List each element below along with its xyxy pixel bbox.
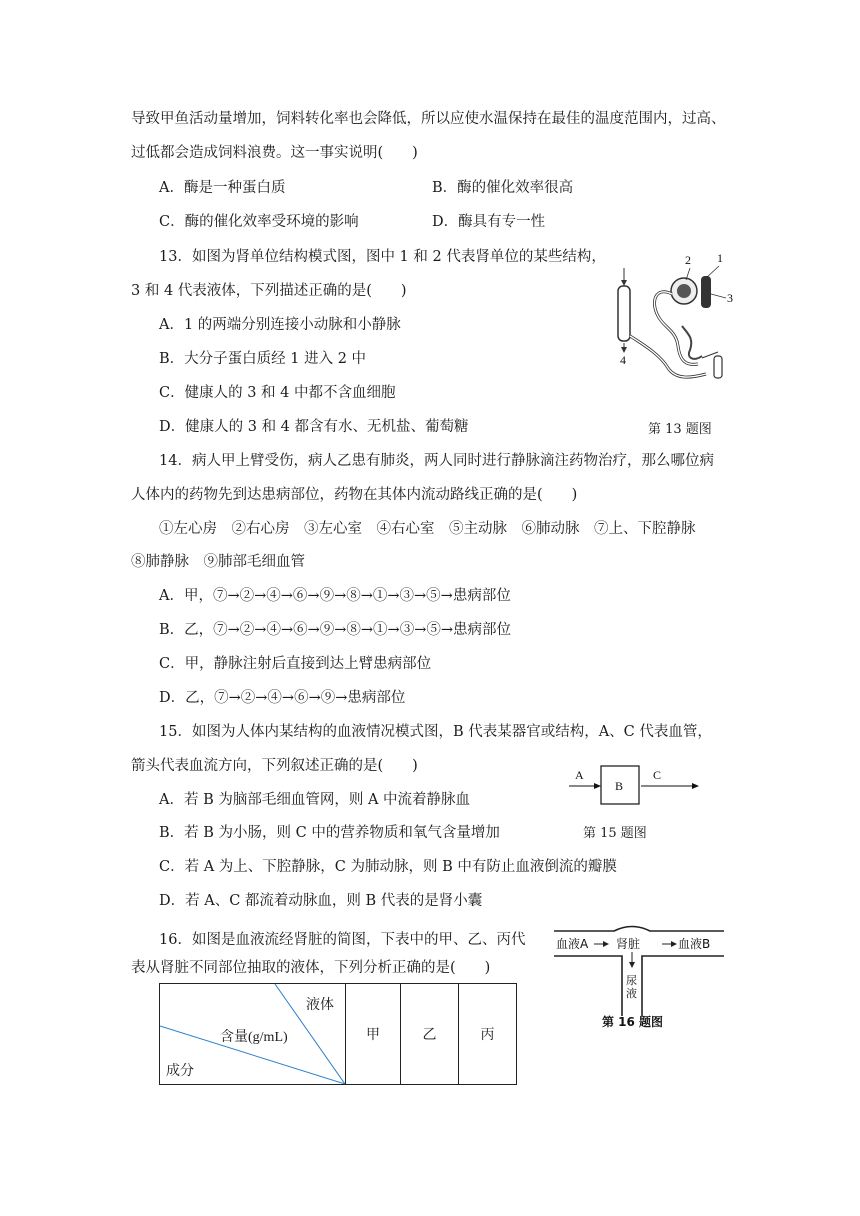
q15-figure-caption: 第 15 题图 bbox=[583, 826, 647, 841]
q12-text-line2: 过低都会造成饲料浪费。这一事实说明( ) bbox=[131, 145, 418, 161]
q13-option-d: D．健康人的 3 和 4 都含有水、无机盐、葡萄糖 bbox=[159, 419, 469, 435]
diagram-label-c: C bbox=[653, 768, 662, 782]
q16-table-corner bbox=[160, 984, 346, 1085]
q12-option-c: C．酶的催化效率受环境的影响 bbox=[159, 214, 359, 230]
nephron-label-1: 1 bbox=[717, 251, 723, 265]
kidney-label-blood-b: 血液B bbox=[678, 937, 711, 951]
table-header-yi: 乙 bbox=[401, 984, 459, 1085]
q12-option-b: B．酶的催化效率很高 bbox=[432, 180, 574, 196]
nephron-label-2: 2 bbox=[685, 253, 691, 267]
q14-option-b: B．乙，⑦→②→④→⑥→⑨→⑧→①→③→⑤→患病部位 bbox=[159, 622, 511, 638]
corner-label-component: 成分 bbox=[166, 1063, 194, 1079]
q12-text-line1: 导致甲鱼活动量增加，饲料转化率也会降低，所以应使水温保持在最佳的温度范围内，过高、 bbox=[131, 111, 726, 127]
q16-stem-line2: 表从肾脏不同部位抽取的液体，下列分析正确的是( ) bbox=[131, 960, 491, 976]
table-header-jia: 甲 bbox=[346, 984, 401, 1085]
q13-option-c: C．健康人的 3 和 4 中都不含血细胞 bbox=[159, 385, 396, 401]
kidney-label-kidney: 肾脏 bbox=[616, 937, 641, 951]
q16-figure-caption: 第 16 题图 bbox=[602, 1015, 664, 1029]
q16-stem-line1: 16．如图是血液流经肾脏的简图，下表中的甲、乙、丙代 bbox=[159, 932, 526, 948]
corner-label-content: 含量(g/mL) bbox=[220, 1030, 288, 1045]
q12-option-d: D．酶具有专一性 bbox=[432, 214, 546, 230]
q15-option-b: B．若 B 为小肠，则 C 中的营养物质和氧气含量增加 bbox=[159, 825, 500, 841]
q14-option-d: D．乙，⑦→②→④→⑥→⑨→患病部位 bbox=[159, 690, 406, 706]
nephron-label-4: 4 bbox=[620, 353, 626, 367]
corner-label-liquid: 液体 bbox=[306, 997, 334, 1013]
q14-stem-line2: 人体内的药物先到达患病部位，药物在其体内流动路线正确的是( ) bbox=[131, 487, 578, 503]
q13-stem-line2: 3 和 4 代表液体，下列描述正确的是( ) bbox=[131, 283, 407, 299]
q14-option-a: A．甲，⑦→②→④→⑥→⑨→⑧→①→③→⑤→患病部位 bbox=[159, 588, 511, 604]
q12-option-a: A．酶是一种蛋白质 bbox=[159, 180, 286, 196]
q13-option-b: B．大分子蛋白质经 1 进入 2 中 bbox=[159, 351, 367, 367]
q14-list-line2: ⑧肺静脉 ⑨肺部毛细血管 bbox=[131, 554, 305, 570]
q16-table bbox=[159, 983, 517, 1085]
table-header-bing: 丙 bbox=[459, 984, 517, 1085]
nephron-label-3: 3 bbox=[727, 291, 733, 305]
q14-list-line1: ①左心房 ②右心房 ③左心室 ④右心室 ⑤主动脉 ⑥肺动脉 ⑦上、下腔静脉 bbox=[159, 521, 696, 537]
diagram-label-b: B bbox=[615, 779, 624, 793]
q15-option-c: C．若 A 为上、下腔静脉，C 为肺动脉，则 B 中有防止血液倒流的瓣膜 bbox=[159, 859, 617, 875]
blood-flow-diagram bbox=[565, 762, 705, 808]
diagram-label-a: A bbox=[575, 768, 584, 782]
q14-option-c: C．甲，静脉注射后直接到达上臂患病部位 bbox=[159, 656, 432, 672]
q13-stem-line1: 13．如图为肾单位结构模式图，图中 1 和 2 代表肾单位的某些结构， bbox=[159, 249, 606, 265]
q13-option-a: A．1 的两端分别连接小动脉和小静脉 bbox=[159, 317, 401, 333]
kidney-label-urine: 尿液 bbox=[626, 974, 637, 1000]
q14-stem-line1: 14．病人甲上臂受伤，病人乙患有肺炎，两人同时进行静脉滴注药物治疗，那么哪位病 bbox=[159, 453, 714, 469]
q15-stem-line2: 箭头代表血流方向，下列叙述正确的是( ) bbox=[131, 758, 418, 774]
q15-option-d: D．若 A、C 都流着动脉血，则 B 代表的是肾小囊 bbox=[159, 893, 483, 909]
kidney-flow-diagram bbox=[552, 924, 727, 1030]
nephron-diagram bbox=[606, 246, 746, 396]
q15-stem-line1: 15．如图为人体内某结构的血液情况模式图，B 代表某器官或结构，A、C 代表血管， bbox=[159, 724, 712, 740]
kidney-label-blood-a: 血液A bbox=[556, 937, 589, 951]
q15-option-a: A．若 B 为脑部毛细血管网，则 A 中流着静脉血 bbox=[159, 792, 471, 808]
q13-figure-caption: 第 13 题图 bbox=[648, 422, 712, 437]
